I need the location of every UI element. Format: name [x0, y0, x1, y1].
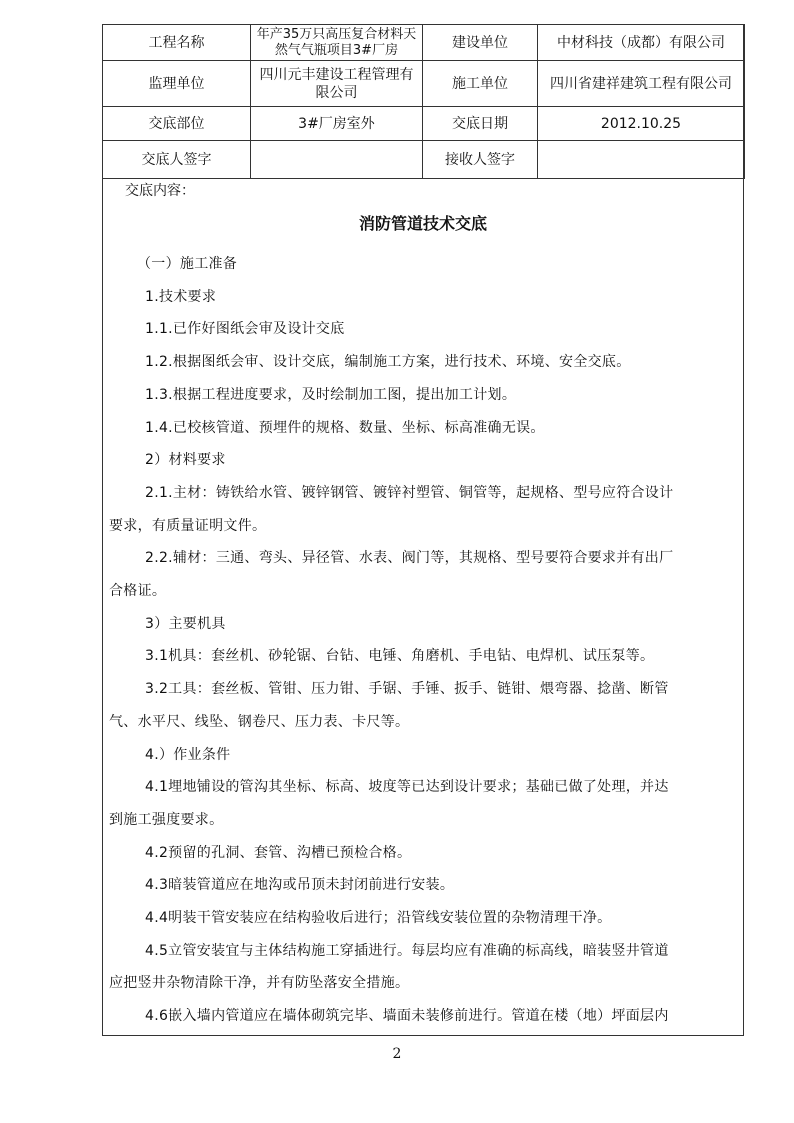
paragraph-line: 要求，有质量证明文件。	[109, 517, 267, 534]
date-label: 交底日期	[423, 107, 538, 141]
page-number: 2	[392, 1046, 402, 1062]
paragraph-line: 4.4明装干管安装应在结构验收后进行；沿管线安装位置的杂物清理干净。	[145, 910, 612, 927]
presenter-signature-label: 交底人签字	[103, 141, 251, 179]
paragraph-line: 3.2工具：套丝板、管钳、压力钳、手锯、手锤、扳手、链钳、煨弯器、捻凿、断管	[145, 681, 669, 698]
table-row	[103, 25, 745, 61]
paragraph-line: 4.2预留的孔洞、套管、沟槽已预检合格。	[145, 844, 412, 861]
table-row	[103, 61, 745, 107]
info-table	[102, 24, 745, 179]
receiver-signature-label: 接收人签字	[423, 141, 538, 179]
paragraph-line: （一）施工准备	[137, 256, 238, 272]
paragraph-line: 合格证。	[109, 583, 167, 600]
paragraph-line: 4.3暗装管道应在地沟或吊顶未封闭前进行安装。	[145, 877, 455, 894]
project-name-value: 年产35万只高压复合材料天然气气瓶项目3#厂房	[251, 25, 423, 61]
paragraph-line: 4.6嵌入墙内管道应在墙体砌筑完毕、墙面未装修前进行。管道在楼（地）坪面层内	[145, 1008, 669, 1025]
date-value: 2012.10.25	[538, 107, 745, 141]
paragraph-line: 1.1.已作好图纸会审及设计交底	[145, 321, 345, 338]
table-row	[103, 141, 745, 179]
content-label: 交底内容：	[125, 183, 195, 199]
owner-label: 建设单位	[423, 25, 538, 61]
contractor-label: 施工单位	[423, 61, 538, 107]
location-label: 交底部位	[103, 107, 251, 141]
paragraph-line: 应把竖井杂物清除干净，并有防坠落安全措施。	[109, 975, 410, 992]
location-value: 3#厂房室外	[251, 107, 423, 141]
paragraph-line: 1.4.已校核管道、预埋件的规格、数量、坐标、标高准确无误。	[145, 419, 545, 436]
owner-value: 中材科技（成都）有限公司	[538, 25, 745, 61]
paragraph-line: 1.技术要求	[145, 288, 217, 305]
paragraph-line: 3.1机具：套丝机、砂轮锯、台钻、电锤、角磨机、手电钻、电焊机、试压泵等。	[145, 648, 655, 665]
paragraph-line: 4.1埋地铺设的管沟其坐标、标高、坡度等已达到设计要求；基础已做了处理，并达	[145, 779, 669, 796]
presenter-signature-field	[251, 141, 423, 179]
supervisor-value: 四川元丰建设工程管理有限公司	[251, 61, 423, 107]
receiver-signature-field	[538, 141, 745, 179]
paragraph-line: 3）主要机具	[145, 615, 226, 632]
paragraph-line: 1.2.根据图纸会审、设计交底，编制施工方案，进行技术、环境、安全交底。	[145, 354, 631, 371]
project-name-label: 工程名称	[103, 25, 251, 61]
table-row	[103, 107, 745, 141]
paragraph-line: 2.2.辅材：三通、弯头、异径管、水表、阀门等，其规格、型号要符合要求并有出厂	[145, 550, 674, 567]
paragraph-line: 2.1.主材：铸铁给水管、镀锌钢管、镀锌衬塑管、铜管等，起规格、型号应符合设计	[145, 484, 674, 501]
document-title: 消防管道技术交底	[358, 214, 487, 233]
document-sheet	[102, 24, 744, 1036]
contractor-value: 四川省建祥建筑工程有限公司	[538, 61, 745, 107]
paragraph-line: 1.3.根据工程进度要求，及时绘制加工图，提出加工计划。	[145, 386, 517, 403]
paragraph-line: 4.）作业条件	[145, 746, 231, 763]
paragraph-line: 2）材料要求	[145, 452, 226, 469]
content-body	[109, 248, 737, 1033]
paragraph-line: 气、水平尺、线坠、钢卷尺、压力表、卡尺等。	[109, 713, 410, 730]
paragraph-line: 4.5立管安装宜与主体结构施工穿插进行。每层均应有准确的标高线，暗装竖井管道	[145, 942, 669, 959]
paragraph-line: 到施工强度要求。	[109, 811, 224, 828]
supervisor-label: 监理单位	[103, 61, 251, 107]
